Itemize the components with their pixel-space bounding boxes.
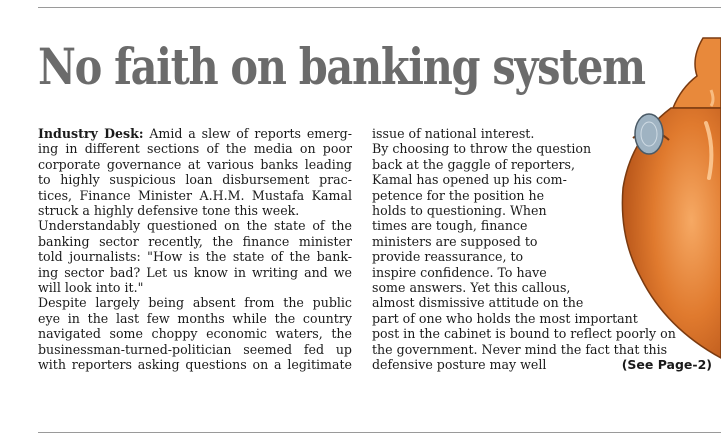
article-line: inspire confidence. To have bbox=[372, 264, 547, 280]
article-line: with reporters asking questions on a legitimate bbox=[38, 357, 352, 373]
article-left-column bbox=[38, 126, 352, 373]
article-line: businessman-turned-politician seemed fed up bbox=[38, 341, 352, 357]
article-line-last: defensive posture may well (See Page-2) bbox=[372, 357, 712, 373]
article-line: to highly suspicious loan disbursement prac- bbox=[38, 172, 352, 188]
article-line: banking sector recently, the finance minister bbox=[38, 233, 352, 249]
article-right-column bbox=[372, 126, 712, 373]
article-line: Industry Desk: Amid a slew of reports emerg- bbox=[38, 126, 353, 141]
article-line: told journalists: "How is the state of the bank- bbox=[38, 249, 352, 265]
article-line: ing sector bad? Let us know in writing and we bbox=[38, 264, 352, 280]
article-line: By choosing to throw the question bbox=[372, 141, 592, 157]
article-line: struck a highly defensive tone this week. bbox=[38, 203, 300, 219]
article-line: times are tough, finance bbox=[372, 218, 528, 234]
article-line: tices, Finance Minister A.H.M. Mustafa Kamal bbox=[38, 187, 352, 203]
bottom-rule bbox=[38, 432, 721, 433]
article-line: navigated some choppy economic waters, the bbox=[38, 326, 352, 342]
article-line: Understandably questioned on the state of the bbox=[38, 218, 352, 234]
article-line: issue of national interest. bbox=[372, 126, 535, 141]
byline: Industry Desk: bbox=[38, 126, 144, 141]
article-line: part of one who holds the most important bbox=[372, 310, 638, 326]
headline: No faith on banking system bbox=[38, 37, 645, 96]
article-line: post in the cabinet is bound to reflect poorly on bbox=[372, 326, 676, 342]
article-line: Kamal has opened up his com- bbox=[372, 172, 567, 188]
article-line: almost dismissive attitude on the bbox=[372, 295, 584, 311]
article-line: ing in different sections of the media on poor bbox=[38, 141, 352, 157]
article-line: petence for the position he bbox=[372, 187, 545, 203]
article-line: back at the gaggle of reporters, bbox=[372, 156, 576, 172]
article-line: eye in the last few months while the country bbox=[38, 310, 352, 326]
article-line: corporate governance at various banks leading bbox=[38, 156, 352, 172]
article-line: holds to questioning. When bbox=[372, 203, 547, 219]
top-rule bbox=[38, 7, 721, 8]
see-page-link[interactable]: (See Page-2) bbox=[621, 357, 712, 373]
article-line: will look into it." bbox=[38, 280, 144, 296]
article-line: Despite largely being absent from the public bbox=[38, 295, 352, 311]
article-line: the government. Never mind the fact that this bbox=[372, 341, 668, 357]
article-line: ministers are supposed to bbox=[372, 233, 538, 249]
article-line: provide reassurance, to bbox=[372, 249, 524, 265]
article-line: some answers. Yet this callous, bbox=[372, 280, 571, 296]
